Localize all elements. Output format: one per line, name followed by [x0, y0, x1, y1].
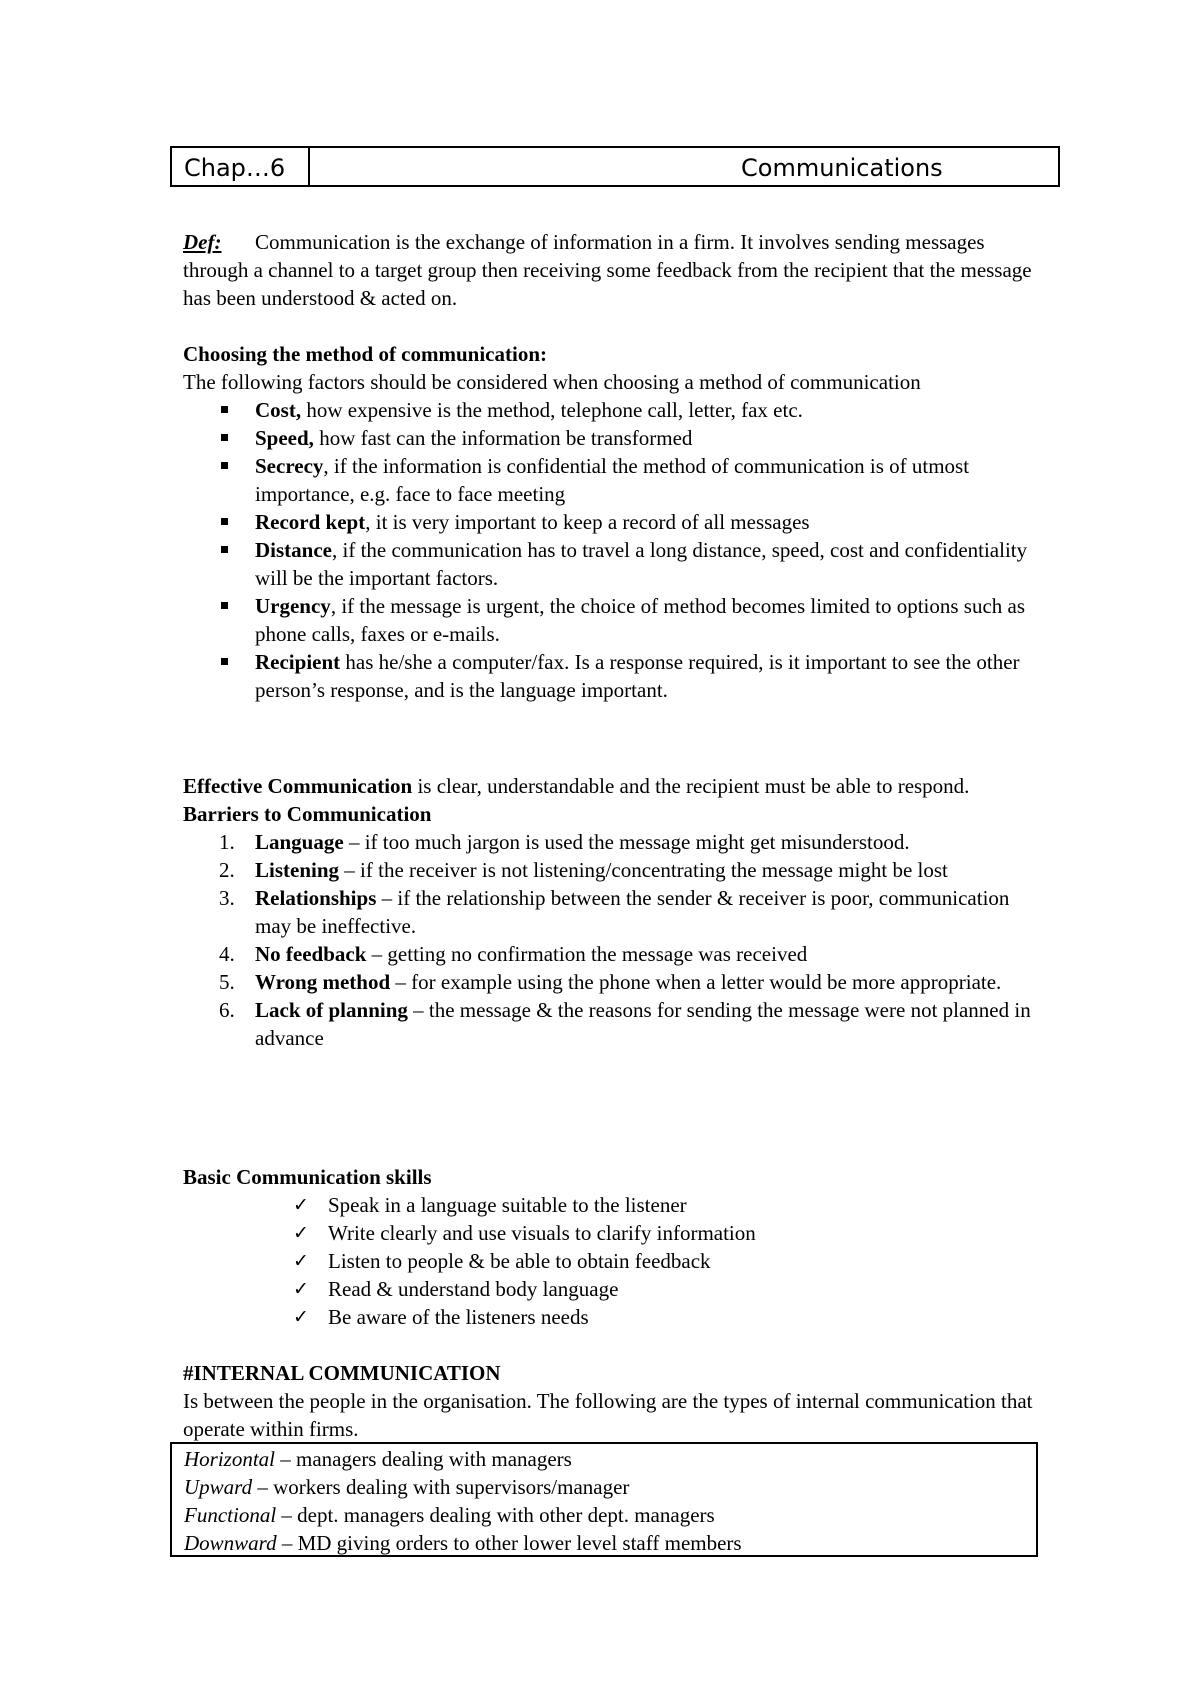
list-item	[183, 856, 1043, 884]
type-desc: – MD giving orders to other lower level staff members	[276, 1531, 742, 1555]
effective-section	[183, 772, 1043, 1052]
item-number: 3.	[219, 886, 235, 910]
factor-desc: , if the information is confidential the method of communication is of utmost importance, e.g. face to face meeting	[255, 454, 970, 506]
list-item	[183, 536, 1043, 592]
barrier-term: Listening	[255, 858, 340, 882]
factor-desc: has he/she a computer/fax. Is a response required, is it important to see the other person’s response, and is the language important.	[255, 650, 1020, 702]
list-item	[183, 1303, 1043, 1331]
check-icon: ✓	[293, 1278, 309, 1300]
list-item	[184, 1473, 1024, 1501]
list-item	[183, 1247, 1043, 1275]
factor-term: Distance	[255, 538, 332, 562]
effective-term: Effective Communication	[183, 774, 413, 798]
factor-term: Cost,	[255, 398, 302, 422]
check-icon: ✓	[293, 1306, 309, 1328]
definition-section	[183, 228, 1043, 312]
barrier-desc: – the message & the reasons for sending the message were not planned in advance	[255, 998, 1031, 1050]
effective-paragraph	[183, 772, 1043, 800]
barrier-term: Wrong method	[255, 970, 391, 994]
effective-desc: is clear, understandable and the recipient must be able to respond.	[412, 774, 970, 798]
list-item	[183, 396, 1043, 424]
factor-term: Recipient	[255, 650, 341, 674]
skill-text: Speak in a language suitable to the listener	[328, 1193, 687, 1217]
barrier-term: No feedback	[255, 942, 367, 966]
barrier-desc: – getting no confirmation the message was received	[366, 942, 808, 966]
factor-term: Urgency	[255, 594, 331, 618]
skill-text: Write clearly and use visuals to clarify information	[328, 1221, 756, 1245]
list-item	[183, 996, 1043, 1052]
skills-list	[183, 1191, 1043, 1331]
item-number: 6.	[219, 998, 235, 1022]
internal-section	[183, 1359, 1043, 1443]
barrier-term: Lack of planning	[255, 998, 408, 1022]
type-term: Upward	[184, 1475, 253, 1499]
internal-intro: Is between the people in the organisation. The following are the types of internal communication that operate within firms.	[183, 1389, 1033, 1441]
check-icon: ✓	[293, 1250, 309, 1272]
list-item	[183, 940, 1043, 968]
type-desc: – managers dealing with managers	[275, 1447, 572, 1471]
item-number: 5.	[219, 970, 235, 994]
type-desc: – dept. managers dealing with other dept. managers	[276, 1503, 715, 1527]
skill-text: Read & understand body language	[328, 1277, 619, 1301]
list-item	[183, 452, 1043, 508]
skills-heading: Basic Communication skills	[183, 1165, 432, 1189]
factor-desc: , if the message is urgent, the choice of method becomes limited to options such as phone calls, faxes or e-mails.	[255, 594, 1026, 646]
list-item	[184, 1529, 1024, 1557]
method-intro: The following factors should be considered when choosing a method of communication	[183, 370, 921, 394]
internal-heading: #INTERNAL COMMUNICATION	[183, 1361, 501, 1385]
method-section	[183, 340, 1043, 704]
list-item	[183, 1219, 1043, 1247]
item-number: 4.	[219, 942, 235, 966]
list-item	[184, 1445, 1024, 1473]
chapter-number-text: Chap…6	[184, 154, 286, 182]
chapter-topic	[310, 148, 1058, 185]
barriers-heading: Barriers to Communication	[183, 802, 432, 826]
list-item	[183, 424, 1043, 452]
factor-term: Secrecy	[255, 454, 324, 478]
factor-desc: how fast can the information be transformed	[313, 426, 693, 450]
barrier-term: Language	[255, 830, 344, 854]
factor-desc: how expensive is the method, telephone call, letter, fax etc.	[301, 398, 803, 422]
check-icon: ✓	[293, 1222, 309, 1244]
barrier-desc: – for example using the phone when a letter would be more appropriate.	[390, 970, 1002, 994]
barrier-term: Relationships	[255, 886, 377, 910]
type-desc: – workers dealing with supervisors/manager	[252, 1475, 630, 1499]
chapter-header-box	[170, 146, 1060, 187]
chapter-topic-text: Communications	[741, 154, 943, 182]
barrier-desc: – if too much jargon is used the message might get misunderstood.	[343, 830, 910, 854]
factor-term: Record kept	[255, 510, 366, 534]
type-term: Functional	[184, 1503, 277, 1527]
factor-term: Speed,	[255, 426, 314, 450]
list-item	[183, 648, 1043, 704]
chapter-number	[172, 148, 310, 185]
type-term: Downward	[184, 1531, 277, 1555]
skill-text: Be aware of the listeners needs	[328, 1305, 589, 1329]
check-icon: ✓	[293, 1194, 309, 1216]
list-item	[183, 968, 1043, 996]
type-term: Horizontal	[184, 1447, 276, 1471]
method-heading: Choosing the method of communication:	[183, 342, 548, 366]
barrier-desc: – if the relationship between the sender & receiver is poor, communication may be ineffective.	[255, 886, 1010, 938]
definition-paragraph	[183, 228, 1043, 312]
definition-text: Communication is the exchange of information in a firm. It involves sending messages through a channel to a target group then receiving some feedback from the recipient that the message has been understood & acted on.	[183, 230, 1032, 310]
list-item	[183, 828, 1043, 856]
factor-desc: , it is very important to keep a record of all messages	[365, 510, 810, 534]
skills-section	[183, 1163, 1043, 1331]
list-item	[183, 1191, 1043, 1219]
definition-label: Def:	[183, 230, 222, 254]
barrier-desc: – if the receiver is not listening/concentrating the message might be lost	[339, 858, 948, 882]
item-number: 2.	[219, 858, 235, 882]
list-item	[183, 508, 1043, 536]
factor-list	[183, 396, 1043, 704]
list-item	[184, 1501, 1024, 1529]
list-item	[183, 592, 1043, 648]
internal-types-box	[170, 1442, 1038, 1557]
list-item	[183, 884, 1043, 940]
list-item	[183, 1275, 1043, 1303]
skill-text: Listen to people & be able to obtain feedback	[328, 1249, 711, 1273]
barrier-list	[183, 828, 1043, 1052]
factor-desc: , if the communication has to travel a long distance, speed, cost and confidentiality will be the important factors.	[255, 538, 1028, 590]
item-number: 1.	[219, 830, 235, 854]
